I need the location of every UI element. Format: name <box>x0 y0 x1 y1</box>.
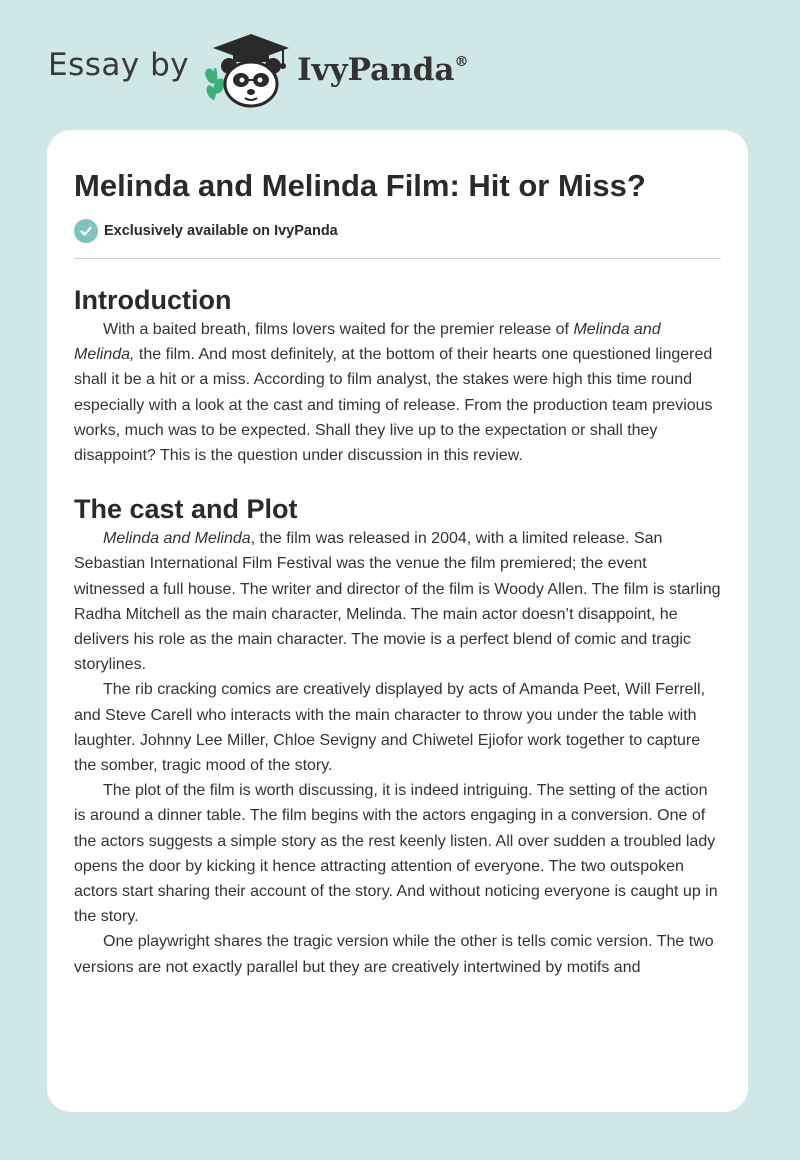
exclusive-label: Exclusively available on IvyPanda <box>104 223 338 239</box>
panda-graduate-logo-icon[interactable] <box>203 30 295 110</box>
site-header <box>48 30 469 110</box>
title-divider <box>74 258 721 259</box>
paragraph: The plot of the film is worth discussing, it is indeed intriguing. The setting of the action is around a dinner table. The film begins with the actors engaging in a conversion. One of the actors suggests a simple story as the rest keenly listen. All over sudden a troubled lady opens the door by kicking it hence attracting attention of everyone. The two outspoken actors start sharing their account of the story. And without noticing everyone is caught up in the story. <box>74 782 718 926</box>
paragraph: With a baited breath, films lovers waited for the premier release of Melinda and Melinda, the film. And most definitely, at the bottom of their hearts one questioned lingered shall it be a hit or a miss. According to film analyst, the stakes were high this time round especially with a look at the cast and timing of release. From the production team previous works, much was to be expected. Shall they live up to the expectation or shall they disappoint? This is the question under discussion in this review. <box>74 321 713 465</box>
section-heading-introduction: Introduction <box>74 285 232 315</box>
paragraph: One playwright shares the tragic version while the other is tells comic version. The two versions are not exactly parallel but they are creatively intertwined by motifs and <box>74 933 714 976</box>
check-circle-icon <box>74 219 98 243</box>
brand-name[interactable]: IvyPanda® <box>297 52 469 88</box>
page-title: Melinda and Melinda Film: Hit or Miss? <box>74 168 646 203</box>
section-heading-cast-and-plot: The cast and Plot <box>74 494 298 525</box>
essay-by-label: Essay by <box>48 47 190 83</box>
paragraph: Melinda and Melinda, the film was released in 2004, with a limited release. San Sebastian International Film Festival was the venue the film premiered; the event witnessed a full house. The writer and director of the film is Woody Allen. The film is starling Radha Mitchell as the main character, Melinda. The main actor doesn’t disappoint, he delivers his role as the main character. The movie is a perfect blend of comic and tragic storylines. <box>74 530 721 674</box>
exclusive-badge <box>74 219 721 243</box>
essay-card <box>47 130 748 1112</box>
registered-mark: ® <box>454 54 469 70</box>
paragraph: The rib cracking comics are creatively displayed by acts of Amanda Peet, Will Ferrell, and Steve Carell who interacts with the main character to throw you under the table with laughter. Johnny Lee Miller, Chloe Sevigny and Chiwetel Ejiofor work together to capture the somber, tragic mood of the story. <box>74 681 706 775</box>
